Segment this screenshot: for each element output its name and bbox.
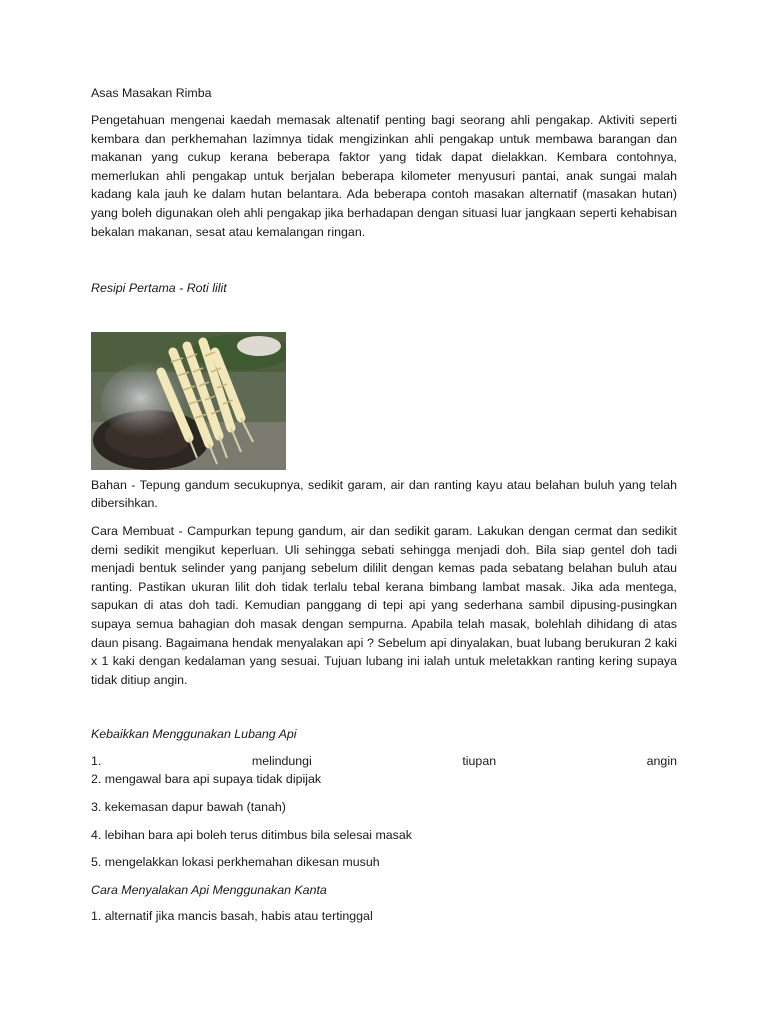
intro-paragraph: Pengetahuan mengenai kaedah memasak altenatif penting bagi seorang ahli pengakap. Aktiviti seperti kembara dan perkhemahan lazimnya tidak mengizinkan ahli pengakap untuk membawa barangan dan makanan yang cukup kerana beberapa faktor yang tidak dapat dielakkan. Kembara contohnya, memerlukan ahli pengakap untuk berjalan beberapa kilometer menyusuri pantai, anak sungai malah kadang kala jauh ke dalam hutan belantara. Ada beberapa contoh masakan alternatif (masakan hutan) yang boleh digunakan oleh ahli pengakap jika berhadapan dengan situasi luar jangkaan seperti kehabisan bekalan makanan, sesat atau kemalangan ringan. (91, 113, 677, 239)
list-item-5: 5. mengelakkan lokasi perkhemahan dikesan musuh (91, 855, 380, 870)
bahan-paragraph: Bahan - Tepung gandum secukupnya, sedikit garam, air dan ranting kayu atau belahan buluh yang telah dibersihkan. (91, 477, 677, 511)
section-kebaikkan-title: Kebaikkan Menggunakan Lubang Api (91, 727, 297, 742)
list-item-1-number: 1. (91, 753, 102, 768)
list-item-1-word: melindungi (251, 753, 312, 768)
document-page (91, 84, 677, 935)
list-item-3: 3. kekemasan dapur bawah (tanah) (91, 800, 286, 815)
document-title: Asas Masakan Rimba (91, 86, 212, 100)
list-item-1-word: tiupan (462, 753, 497, 768)
list-item-2: 2. mengawal bara api supaya tidak dipijak (91, 772, 322, 787)
roti-lilit-photo (91, 332, 286, 470)
list-item-4: 4. lebihan bara api boleh terus ditimbus bila selesai masak (91, 827, 412, 842)
recipe-title: Resipi Pertama - Roti lilit (91, 281, 227, 296)
cara-membuat-paragraph: Cara Membuat - Campurkan tepung gandum, air dan sedikit garam. Lakukan dengan cermat dan sedikit demi sedikit mengikut keperluan. Uli sehingga sebati sehingga menjadi doh. Bila siap gentel doh tadi menjadi bentuk selinder yang panjang sebelum dililit dengan kemas pada sebatang belahan buluh atau ranting. Pastikan ukuran lilit doh tidak terlalu tebal kerana bimbang lambat masak. Jika ada mentega, sapukan di atas doh tadi. Kemudian panggang di tepi api yang sederhana sambil dipusing-pusingkan supaya semua bahagian doh masak dengan sempurna. Apabila telah masak, bolehlah dihidang di atas daun pisang. Bagaimana hendak menyalakan api ? Sebelum api dinyalakan, buat lubang berukuran 2 kaki x 1 kaki dengan kedalaman yang sesuai. Tujuan lubang ini ialah untuk meletakkan ranting kering supaya tidak ditiup angin. (91, 523, 677, 687)
list-item-1 (91, 752, 677, 771)
kanta-list-item-1: 1. alternatif jika mancis basah, habis atau tertinggal (91, 909, 373, 924)
section-kanta-title: Cara Menyalakan Api Menggunakan Kanta (91, 882, 327, 897)
list-item-1-word: angin (646, 753, 677, 768)
